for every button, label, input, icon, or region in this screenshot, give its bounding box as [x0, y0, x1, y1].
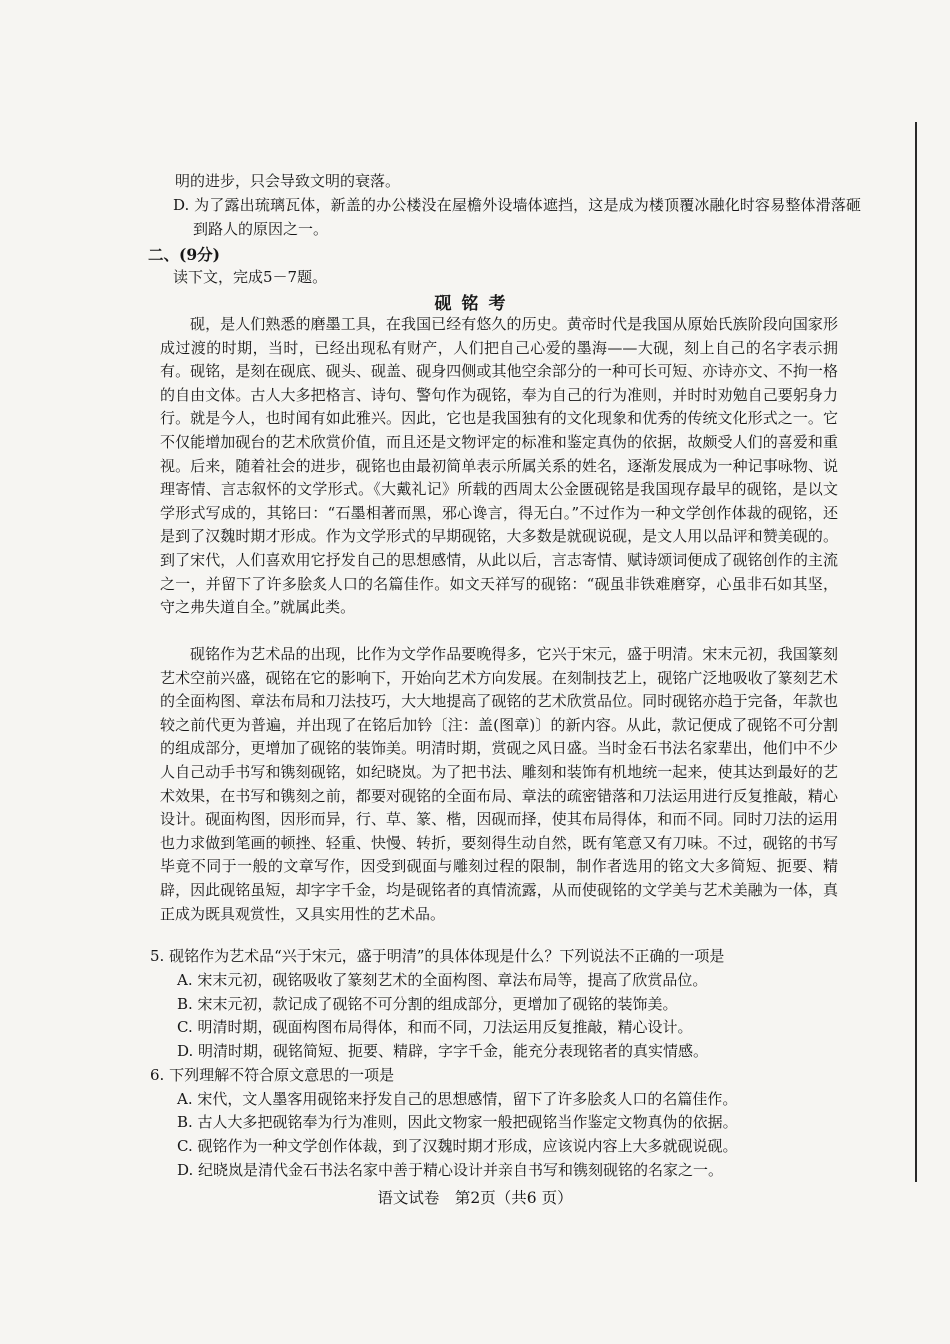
passage-title: 砚铭考: [434, 294, 516, 314]
question-5-option-a: A. 宋末元初，砚铭吸收了篆刻艺术的全面构图、章法布局等，提高了欣赏品位。: [177, 971, 708, 989]
previous-item-text: 明的进步，只会导致文明的衰落。: [175, 172, 401, 190]
section-heading: 二、(9分): [148, 245, 220, 264]
question-6-option-d: D. 纪晓岚是清代金石书法名家中善于精心设计并亲自书写和镌刻砚铭的名家之一。: [177, 1161, 724, 1179]
question-5-option-b: B. 宋末元初，款记成了砚铭不可分割的组成部分，更增加了砚铭的装饰美。: [177, 995, 678, 1013]
passage-paragraph-1: 砚，是人们熟悉的磨墨工具，在我国已经有悠久的历史。黄帝时代是我国从原始氏族阶段向国家形成过渡的时期，当时，已经出现私有财产，人们把自己心爱的墨海——大砚，刻上自己的名字表示拥有。砚铭，是刻在砚底、砚头、砚盖、砚身四侧或其他空余部分的一种可长可短、亦诗亦文、不拘一格的自由文体。古人大多把格言、诗句、警句作为砚铭，奉为自己的行为准则，并时时劝勉自己要躬身力行。就是今人，也时闻有如此雅兴。因此，它也是我国独有的文化现象和优秀的传统文化形式之一。它不仅能增加砚台的艺术欣赏价值，而且还是文物评定的标准和鉴定真伪的依据，故颇受人们的喜爱和重视。后来，随着社会的进步，砚铭也由最初简单表示所属关系的姓名，逐渐发展成为一种记事咏物、说理寄情、言志叙怀的文学形式。《大戴礼记》所载的西周太公金匮砚铭是我国现存最早的砚铭，是以文学形式写成的，其铭曰：“石墨相著而黑，邪心谗言，得无白。”不过作为一种文学创作体裁的砚铭，还是到了汉魏时期才形成。作为文学形式的早期砚铭，大多数是就砚说砚，是文人用以品评和赞美砚的。到了宋代，人们喜欢用它抒发自己的思想感情，从此以后，言志寄情、赋诗颂词便成了砚铭创作的主流之一，并留下了许多脍炙人口的名篇佳作。如文天祥写的砚铭：“砚虽非铁难磨穿，心虽非石如其坚，守之弗失道自全。”就属此类。: [160, 315, 838, 617]
question-6-option-a: A. 宋代，文人墨客用砚铭来抒发自己的思想感情，留下了许多脍炙人口的名篇佳作。: [177, 1090, 738, 1108]
question-6-option-b: B. 古人大多把砚铭奉为行为准则，因此文物家一般把砚铭当作鉴定文物真伪的依据。: [177, 1113, 738, 1131]
question-5-stem: 5. 砚铭作为艺术品“兴于宋元，盛于明清”的具体体现是什么？下列说法不正确的一项是: [150, 947, 725, 965]
question-5-option-c: C. 明清时期，砚面构图布局得体，和而不同，刀法运用反复推敲，精心设计。: [177, 1018, 693, 1036]
question-6-option-c: C. 砚铭作为一种文学创作体裁，到了汉魏时期才形成，应该说内容上大多就砚说砚。: [177, 1137, 738, 1155]
previous-option-d: D. 为了露出琉璃瓦体，新盖的办公楼没在屋檐外设墙体遮挡，这是成为楼顶覆冰融化时容易整体滑落砸到路人的原因之一。: [173, 196, 861, 238]
page-edge-line: [915, 122, 917, 1182]
section-instruction: 读下文，完成5－7题。: [173, 268, 328, 286]
page-footer: 语文试卷 第2页（共6 页）: [377, 1189, 573, 1207]
question-5-option-d: D. 明清时期，砚铭简短、扼要、精辟，字字千金，能充分表现铭者的真实情感。: [177, 1042, 709, 1060]
question-6-stem: 6. 下列理解不符合原文意思的一项是: [150, 1066, 395, 1084]
passage-paragraph-2: 砚铭作为艺术品的出现，比作为文学作品要晚得多，它兴于宋元，盛于明清。宋末元初，我国篆刻艺术空前兴盛，砚铭在它的影响下，开始向艺术方向发展。在刻制技艺上，砚铭广泛地吸收了篆刻艺术的全面构图、章法布局和刀法技巧，大大地提高了砚铭的艺术欣赏品位。同时砚铭亦趋于完备，年款也较之前代更为普遍，并出现了在铭后加钤〔注：盖(图章)〕的新内容。从此，款记便成了砚铭不可分割的组成部分，更增加了砚铭的装饰美。明清时期，赏砚之风日盛。当时金石书法名家辈出，他们中不少人自己动手书写和镌刻砚铭，如纪晓岚。为了把书法、雕刻和装饰有机地统一起来，使其达到最好的艺术效果，在书写和镌刻之前，都要对砚铭的全面布局、章法的疏密错落和刀法运用进行反复推敲，精心设计。砚面构图，因形而异，行、草、篆、楷，因砚而择，使其布局得体，和而不同。同时刀法的运用也力求做到笔画的顿挫、轻重、快慢、转折，要刻得生动自然，既有笔意又有刀味。不过，砚铭的书写毕竟不同于一般的文章写作，因受到砚面与雕刻过程的限制，制作者选用的铭文大多简短、扼要、精辟，因此砚铭虽短，却字字千金，均是砚铭者的真情流露，从而使砚铭的文学美与艺术美融为一体，真正成为既具观赏性，又具实用性的艺术品。: [160, 645, 838, 923]
